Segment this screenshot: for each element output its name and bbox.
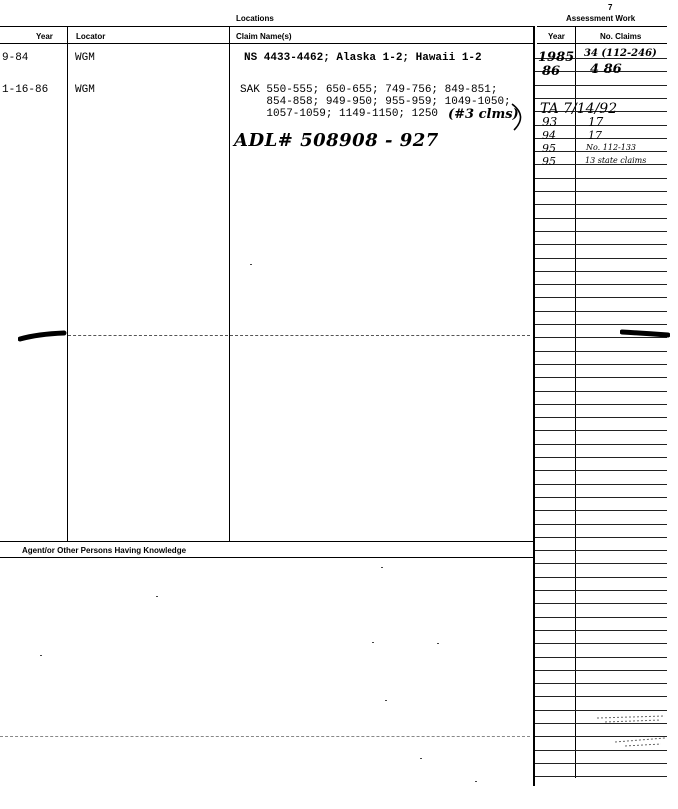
aw-grid-line: [535, 204, 667, 205]
aw-grid-line: [535, 218, 667, 219]
aw-grid-line: [535, 311, 667, 312]
aw-grid-line: [535, 577, 667, 578]
aw-header-top-rule: [537, 26, 667, 27]
col-aw-year-header: Year: [548, 32, 565, 41]
aw-year-3: 93: [542, 115, 558, 129]
aw-grid-line: [535, 497, 667, 498]
aw-grid-line: [535, 603, 667, 604]
scan-speck: [381, 567, 383, 568]
ink-bar-left: [18, 330, 68, 344]
aw-grid-line: [535, 763, 667, 764]
aw-grid-line: [535, 404, 667, 405]
aw-grid-line: [535, 430, 667, 431]
scan-speck: [250, 264, 252, 265]
adl-number: ADL# 508908 - 927: [234, 130, 439, 151]
aw-grid-line: [535, 696, 667, 697]
row1-locator: WGM: [75, 52, 95, 64]
col-claim-names-header: Claim Name(s): [236, 32, 292, 41]
aw-grid-line: [535, 297, 667, 298]
aw-grid-line: [535, 444, 667, 445]
aw-grid-line: [535, 657, 667, 658]
aw-grid-line: [535, 630, 667, 631]
aw-grid-line: [535, 683, 667, 684]
aw-grid-line: [535, 324, 667, 325]
aw-grid-line: [535, 191, 667, 192]
aw-year-4: 94: [542, 129, 556, 142]
aw-grid-line: [535, 537, 667, 538]
aw-claims-5: No. 112-133: [586, 143, 637, 152]
aw-grid-line: [535, 776, 667, 777]
section-number: 7: [608, 3, 613, 12]
aw-claims-4: 17: [588, 129, 602, 142]
aw-grid-line: [535, 510, 667, 511]
agent-rule: [0, 557, 533, 558]
scan-speck: [40, 655, 42, 656]
aw-grid-line: [535, 484, 667, 485]
row2-claims: SAK 550-555; 650-655; 749-756; 849-851; 854-858; 949-950; 955-959; 1049-1050; 1057-1059; 1149-1150; 1250: [240, 84, 511, 120]
aw-grid-line: [535, 457, 667, 458]
agent-label: Agent/or Other Persons Having Knowledge: [22, 546, 187, 555]
scan-speck: [475, 781, 477, 782]
aw-grid-line: [535, 85, 667, 86]
aw-grid-line: [535, 244, 667, 245]
header-top-rule: [0, 26, 533, 27]
aw-grid-line: [535, 271, 667, 272]
aw-grid-line: [535, 377, 667, 378]
aw-grid-line: [535, 617, 667, 618]
aw-year-1: 1985: [538, 50, 575, 65]
row1-claims: NS 4433-4462; Alaska 1-2; Hawaii 1-2: [244, 52, 482, 64]
divider-aw-year-claims: [575, 26, 576, 778]
col-locator-header: Locator: [76, 32, 106, 41]
aw-grid-line: [535, 391, 667, 392]
header-bottom-rule: [0, 43, 533, 44]
assessment-work-title: Assessment Work: [566, 14, 636, 23]
aw-grid-line: [535, 258, 667, 259]
col-no-claims-header: No. Claims: [600, 32, 642, 41]
row1-year: 9-84: [2, 52, 29, 64]
aw-claims-6: 13 state claims: [585, 156, 647, 165]
scan-speck: [372, 642, 374, 643]
aw-claims-1: 34 (112-246): [584, 48, 657, 59]
faint-line: [0, 736, 530, 737]
aw-grid-line: [535, 590, 667, 591]
closing-paren-mark: [508, 102, 532, 132]
scan-speck: [420, 758, 422, 759]
aw-grid-line: [535, 670, 667, 671]
aw-grid-line: [535, 563, 667, 564]
aw-grid-line: [535, 231, 667, 232]
aw-claims-2: 4 86: [590, 62, 622, 77]
divider-year-locator: [67, 26, 68, 541]
row2-claims-note: (#3 clms): [448, 107, 519, 122]
dashed-line-left: [68, 335, 228, 336]
aw-grid-line: [535, 364, 667, 365]
divider-claims-aw: [533, 26, 535, 786]
aw-grid-line: [535, 550, 667, 551]
aw-ta-date: TA 7/14/92: [540, 101, 618, 117]
row2-year: 1-16-86: [2, 84, 49, 96]
aw-grid-line: [535, 284, 667, 285]
row2-locator: WGM: [75, 84, 95, 96]
aw-grid-line: [535, 524, 667, 525]
aw-grid-line: [535, 470, 667, 471]
ink-bar-right: [620, 327, 670, 341]
aw-grid-line: [535, 98, 667, 99]
aw-grid-line: [535, 351, 667, 352]
aw-grid-line: [535, 643, 667, 644]
scan-speck: [156, 596, 158, 597]
divider-locator-claims: [229, 26, 230, 541]
aw-year-2: 86: [542, 64, 561, 79]
scan-speck: [437, 643, 439, 644]
col-year-header: Year: [36, 32, 53, 41]
aw-header-bottom-rule: [537, 43, 667, 44]
aw-year-5: 95: [542, 142, 556, 155]
locations-bottom-rule: [0, 541, 533, 542]
aw-year-6: 95: [542, 155, 556, 168]
locations-title: Locations: [236, 14, 274, 23]
dashed-line-middle: [230, 335, 530, 336]
aw-grid-line: [535, 417, 667, 418]
scan-speck: [385, 700, 387, 701]
aw-claims-3: 17: [588, 115, 604, 129]
aw-grid-line: [535, 178, 667, 179]
scan-noise: [595, 708, 667, 758]
